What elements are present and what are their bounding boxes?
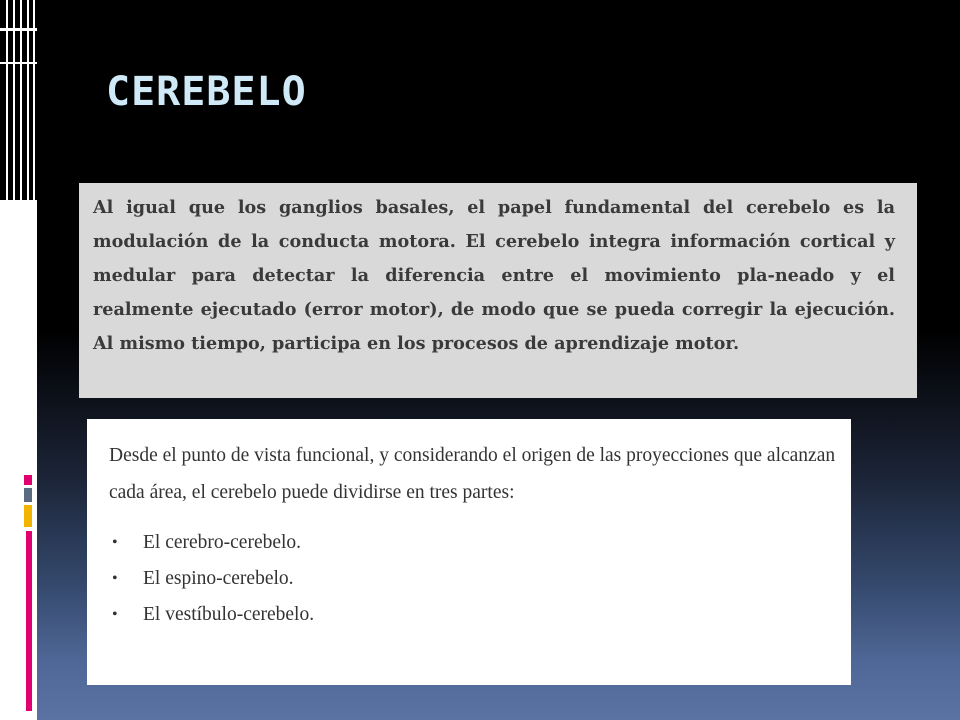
slide-title: CEREBELO	[106, 69, 307, 115]
bullet-icon: •	[112, 534, 118, 551]
functional-division-box	[87, 419, 851, 685]
decorative-bars-logo	[0, 0, 40, 200]
list-item	[109, 561, 841, 597]
bullet-icon: •	[112, 606, 118, 623]
list-item-label: El espino-cerebelo.	[143, 568, 294, 589]
list-item	[109, 525, 841, 561]
division-intro-text: Desde el punto de vista funcional, y considerando el origen de las proyecciones que alcanzan cada área, el cerebelo puede dividirse en tres partes:	[109, 445, 836, 503]
list-item-label: El vestíbulo-cerebelo.	[143, 604, 315, 625]
definition-paragraph: Al igual que los ganglios basales, el papel fundamental del cerebelo es la modulación de la conducta motora. El cerebelo integra información cortical y medular para detectar la diferencia entre el movimiento pla-neado y el realmente ejecutado (error motor), de modo que se pueda corregir la ejecución. Al mismo tiempo, participa en los procesos de aprendizaje motor.	[93, 197, 895, 354]
bullet-icon: •	[112, 570, 118, 587]
list-item-label: El cerebro-cerebelo.	[143, 532, 302, 553]
definition-box	[79, 183, 917, 398]
list-item	[109, 597, 841, 633]
division-list	[109, 525, 841, 633]
